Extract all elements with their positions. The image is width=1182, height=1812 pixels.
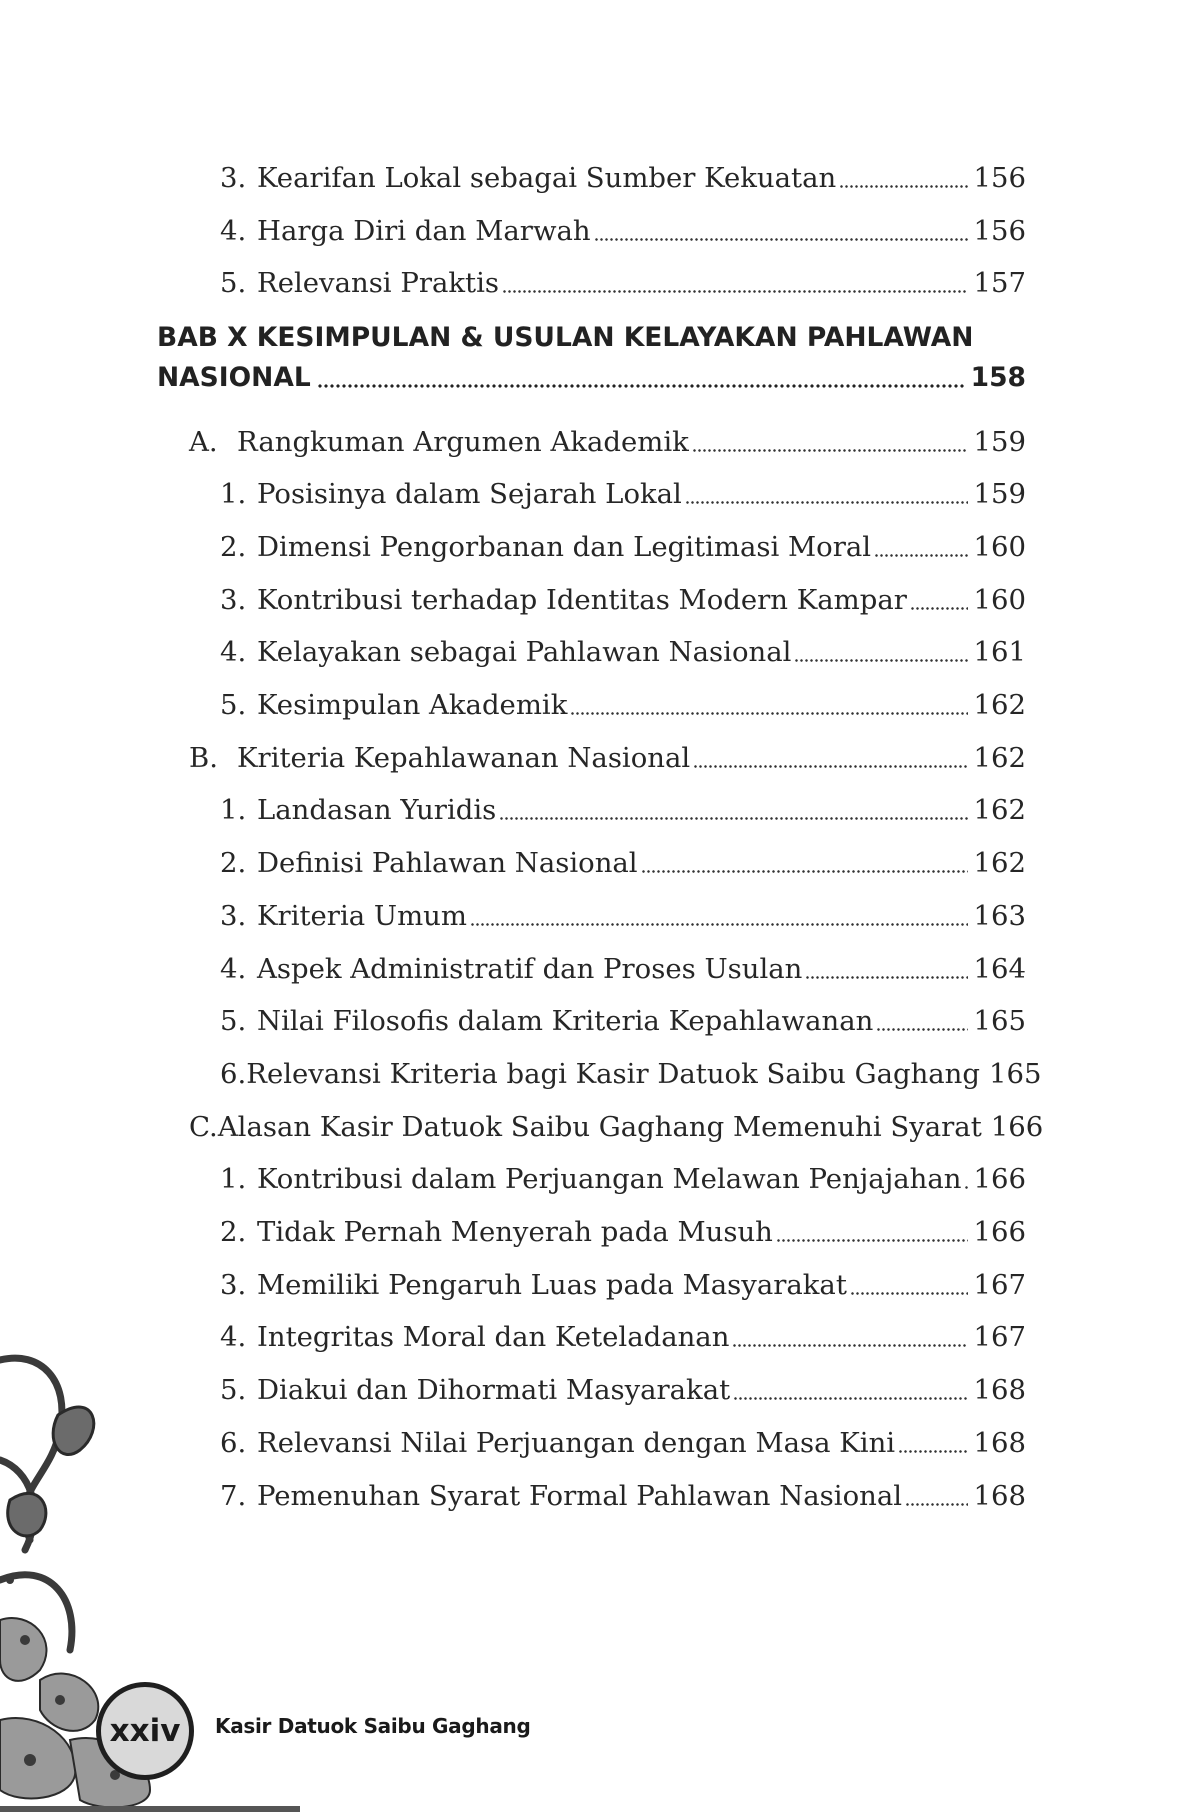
chapter-page-number: 158	[970, 362, 1026, 394]
page-number: xxiv	[109, 1713, 181, 1749]
entry-page-number: 167	[973, 1268, 1026, 1301]
toc-entry	[220, 949, 1026, 989]
entry-page-number: 162	[973, 689, 1026, 721]
toc-entry	[220, 1265, 1026, 1305]
entry-number: 6.	[220, 1057, 247, 1090]
entry-page-number: 164	[973, 952, 1026, 985]
toc-entry	[220, 843, 1026, 883]
running-title: Kasir Datuok Saibu Gaghang	[215, 1714, 531, 1738]
entry-number: 5.	[220, 1005, 247, 1038]
toc-entry	[220, 211, 1026, 251]
entry-page-number: 161	[973, 636, 1026, 669]
toc-entry	[220, 263, 1026, 303]
toc-section-entry	[189, 1107, 1044, 1147]
entry-page-number: 167	[973, 1321, 1026, 1354]
entry-page-number: 162	[973, 741, 1026, 774]
entry-number: 2.	[220, 1216, 247, 1248]
entry-page-number: 159	[973, 425, 1026, 458]
entry-page-number: 156	[973, 162, 1026, 194]
toc-entry	[220, 1054, 1042, 1094]
dot-leader	[317, 379, 965, 389]
toc-entry	[220, 1423, 1026, 1463]
dot-leader	[499, 811, 967, 821]
entry-title: Posisinya dalam Sejarah Lokal	[257, 478, 682, 511]
dot-leader	[794, 653, 967, 663]
entry-number: C.	[189, 1110, 218, 1143]
entry-title: Harga Diri dan Marwah	[257, 214, 591, 247]
entry-page-number: 166	[973, 1163, 1026, 1196]
entry-title: Alasan Kasir Datuok Saibu Gaghang Memenuhi Syarat	[217, 1110, 982, 1143]
dot-leader	[910, 601, 968, 611]
dot-leader	[874, 548, 967, 558]
entry-number: 1.	[220, 1163, 247, 1196]
dot-leader	[850, 1286, 968, 1296]
toc-chapter-entry	[157, 318, 1026, 398]
entry-title: Memiliki Pengaruh Luas pada Masyarakat	[257, 1268, 847, 1301]
toc-entry	[220, 1159, 1026, 1199]
entry-number: 1.	[220, 478, 247, 511]
chapter-title: BAB X KESIMPULAN & USULAN KELAYAKAN PAHLAWAN	[157, 322, 974, 354]
entry-title: Relevansi Kriteria bagi Kasir Datuok Saibu Gaghang	[246, 1057, 980, 1090]
toc-entry	[220, 1317, 1026, 1357]
entry-number: 1.	[220, 794, 247, 827]
dot-leader	[502, 284, 967, 294]
entry-number: 5.	[220, 1374, 247, 1407]
dot-leader	[876, 1022, 967, 1032]
entry-number: 4.	[220, 1321, 247, 1354]
toc-entry	[220, 1212, 1026, 1252]
dot-leader	[692, 443, 968, 453]
entry-title: Rangkuman Argumen Akademik	[237, 425, 689, 458]
entry-number: 5.	[220, 689, 247, 721]
entry-number: 4.	[220, 952, 247, 985]
entry-number: 3.	[220, 899, 247, 932]
toc-entry	[220, 896, 1026, 936]
page-number-badge	[96, 1682, 194, 1780]
entry-page-number: 168	[973, 1374, 1026, 1407]
entry-title: Kelayakan sebagai Pahlawan Nasional	[257, 636, 792, 669]
dot-leader	[839, 179, 967, 189]
entry-number: 4.	[220, 214, 247, 247]
entry-title: Relevansi Praktis	[257, 267, 500, 300]
entry-page-number: 165	[989, 1057, 1042, 1090]
entry-title: Diakui dan Dihormati Masyarakat	[257, 1374, 731, 1407]
entry-title: Dimensi Pengorbanan dan Legitimasi Moral	[257, 530, 872, 563]
toc-entry	[220, 580, 1026, 620]
entry-number: 4.	[220, 636, 247, 669]
entry-title: Definisi Pahlawan Nasional	[257, 847, 638, 880]
entry-number: 3.	[220, 1268, 247, 1301]
entry-page-number: 156	[973, 214, 1026, 247]
entry-number: A.	[189, 425, 218, 458]
entry-title: Landasan Yuridis	[257, 794, 497, 827]
entry-title: Kontribusi dalam Perjuangan Melawan Penjajahan	[257, 1163, 962, 1196]
entry-page-number: 159	[973, 478, 1026, 511]
toc-section-entry	[189, 738, 1026, 778]
entry-page-number: 168	[973, 1426, 1026, 1459]
entry-page-number: 163	[973, 899, 1026, 932]
toc-entry	[220, 685, 1026, 725]
entry-title: Kriteria Umum	[257, 899, 467, 932]
entry-page-number: 160	[973, 530, 1026, 563]
dot-leader	[594, 232, 968, 242]
entry-title: Tidak Pernah Menyerah pada Musuh	[257, 1216, 773, 1248]
dot-leader	[732, 1338, 967, 1348]
toc-entry	[220, 474, 1026, 514]
chapter-title-line2: NASIONAL	[157, 362, 311, 394]
dot-leader	[964, 1180, 967, 1190]
entry-title: Kearifan Lokal sebagai Sumber Kekuatan	[257, 162, 837, 194]
chapter-title-continued	[157, 358, 1026, 398]
dot-leader	[470, 917, 968, 927]
dot-leader	[641, 864, 968, 874]
toc-entry	[220, 632, 1026, 672]
entry-title: Nilai Filosofis dalam Kriteria Kepahlawanan	[257, 1005, 874, 1038]
dot-leader	[905, 1497, 967, 1507]
entry-title: Aspek Administratif dan Proses Usulan	[257, 952, 803, 985]
entry-page-number: 162	[973, 847, 1026, 880]
dot-leader	[898, 1444, 967, 1454]
entry-page-number: 157	[973, 267, 1026, 300]
toc-entry	[220, 790, 1026, 830]
entry-page-number: 168	[973, 1479, 1026, 1512]
entry-title: Integritas Moral dan Keteladanan	[257, 1321, 730, 1354]
dot-leader	[805, 970, 967, 980]
entry-page-number: 162	[973, 794, 1026, 827]
dot-leader	[685, 495, 968, 505]
entry-number: 7.	[220, 1479, 247, 1512]
entry-page-number: 160	[973, 583, 1026, 616]
entry-title: Kontribusi terhadap Identitas Modern Kampar	[257, 583, 907, 616]
entry-page-number: 166	[973, 1216, 1026, 1248]
dot-leader	[776, 1233, 968, 1243]
entry-number: 3.	[220, 583, 247, 616]
entry-number: 6.	[220, 1426, 247, 1459]
entry-title: Kriteria Kepahlawanan Nasional	[237, 741, 691, 774]
entry-title: Relevansi Nilai Perjuangan dengan Masa Kini	[257, 1426, 896, 1459]
entry-title: Kesimpulan Akademik	[257, 689, 568, 721]
dot-leader	[733, 1391, 967, 1401]
dot-leader	[570, 706, 967, 716]
dot-leader	[693, 759, 967, 769]
toc-entry	[220, 1370, 1026, 1410]
entry-page-number: 165	[973, 1005, 1026, 1038]
entry-number: 3.	[220, 162, 247, 194]
entry-page-number: 166	[990, 1110, 1044, 1143]
toc-section-entry	[189, 422, 1026, 462]
toc-entry	[220, 158, 1026, 198]
toc-entry	[220, 527, 1026, 567]
toc-entry	[220, 1476, 1026, 1516]
entry-number: 2.	[220, 847, 247, 880]
entry-number: 5.	[220, 267, 247, 300]
entry-number: 2.	[220, 530, 247, 563]
entry-title: Pemenuhan Syarat Formal Pahlawan Nasional	[257, 1479, 903, 1512]
toc-entry	[220, 1001, 1026, 1041]
entry-number: B.	[189, 741, 218, 774]
